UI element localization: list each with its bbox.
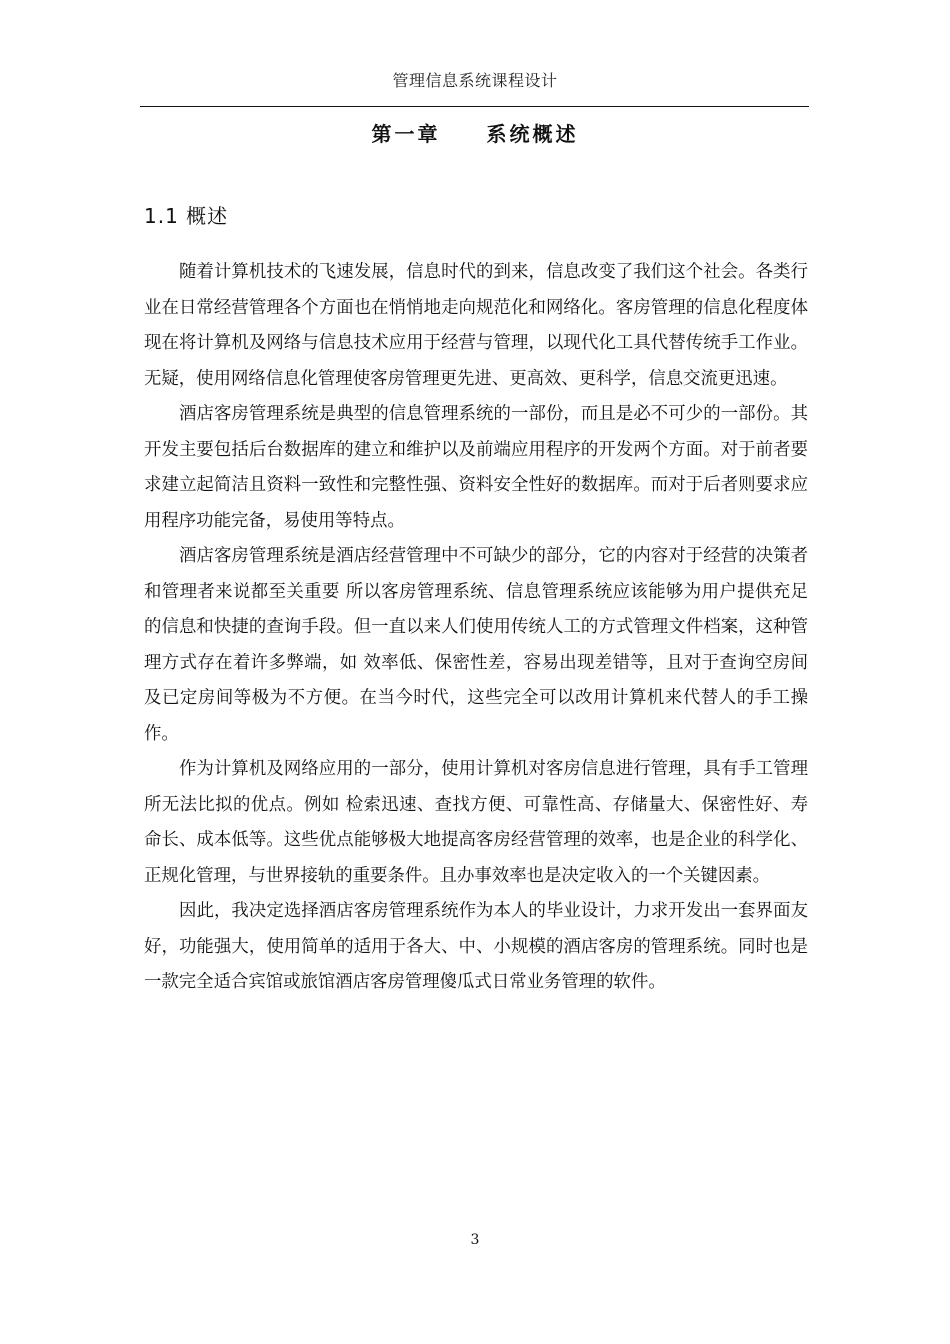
- header-divider: [140, 106, 809, 107]
- paragraph: 酒店客房管理系统是酒店经营管理中不可缺少的部分，它的内容对于经营的决策者和管理者来说都至关重要 所以客房管理系统、信息管理系统应该能够为用户提供充足的信息和快捷的查询手段。但一直以来人们使用传统人工的方式管理文件档案，这种管理方式存在着许多弊端，如 效率低、保密性差，容易出现差错等，且对于查询空房间及已定房间等极为不方便。在当今时代，这些完全可以改用计算机来代替人的手工操作。: [144, 546, 808, 744]
- paragraph: 酒店客房管理系统是典型的信息管理系统的一部份，而且是必不可少的一部份。其开发主要包括后台数据库的建立和维护以及前端应用程序的开发两个方面。对于前者要求建立起简洁且资料一致性和完整性强、资料安全性好的数据库。而对于后者则要求应用程序功能完备，易使用等特点。: [144, 404, 808, 531]
- section-heading: 1.1 概述: [144, 204, 229, 228]
- paragraph: 作为计算机及网络应用的一部分，使用计算机对客房信息进行管理，具有手工管理所无法比拟的优点。例如 检索迅速、查找方便、可靠性高、存储量大、保密性好、寿命长、成本低等。这些优点能够极大地提高客房经营管理的效率，也是企业的科学化、正规化管理，与世界接轨的重要条件。且办事效率也是决定收入的一个关键因素。: [144, 759, 808, 886]
- paragraph: 因此，我决定选择酒店客房管理系统作为本人的毕业设计，力求开发出一套界面友好，功能强大，使用简单的适用于各大、中、小规模的酒店客房的管理系统。同时也是一款完全适合宾馆或旅馆酒店客房管理傻瓜式日常业务管理的软件。: [144, 901, 808, 992]
- running-header: 管理信息系统课程设计: [392, 71, 558, 90]
- page-number: 3: [470, 1232, 480, 1248]
- chapter-title: 第一章 系统概述: [371, 122, 579, 146]
- paragraph: 随着计算机技术的飞速发展，信息时代的到来，信息改变了我们这个社会。各类行业在日常经营管理各个方面也在悄悄地走向规范化和网络化。客房管理的信息化程度体现在将计算机及网络与信息技术应用于经营与管理，以现代化工具代替传统手工作业。无疑，使用网络信息化管理使客房管理更先进、更高效、更科学，信息交流更迅速。: [144, 262, 808, 389]
- body-text: [144, 255, 808, 1001]
